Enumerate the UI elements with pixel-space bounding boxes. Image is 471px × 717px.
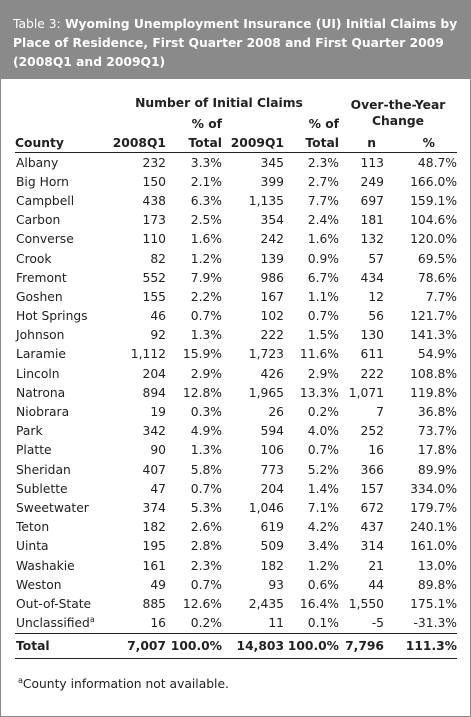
claims-2009q1-cell: 986	[260, 270, 284, 285]
header-total-2008: Total	[166, 131, 222, 153]
pct-total-2009-cell: 0.9%	[307, 251, 339, 266]
county-name: Out-of-State	[16, 596, 92, 611]
header-2009q1: 2009Q1	[222, 131, 284, 153]
county-name: Carbon	[16, 213, 61, 228]
pct-total-2009-cell: 0.2%	[307, 405, 339, 420]
county-name: Niobrara	[16, 405, 70, 420]
county-name: Big Horn	[16, 174, 69, 189]
table-row	[15, 287, 457, 306]
claims-2008q1-cell: 182	[142, 520, 166, 535]
pct-total-2008-cell: 2.2%	[190, 289, 222, 304]
county-name: Converse	[16, 232, 74, 247]
county-cell	[15, 498, 99, 517]
county-cell	[15, 556, 99, 575]
county-name: Albany	[16, 155, 59, 170]
claims-2008q1-cell: 195	[142, 539, 166, 554]
county-cell	[15, 441, 99, 460]
county-name: Teton	[16, 520, 50, 535]
claims-2008q1-cell: 110	[142, 232, 166, 247]
pct-total-2009-cell: 13.3%	[299, 385, 339, 400]
pct-total-2008-cell: 2.3%	[190, 558, 222, 573]
claims-2009q1-cell: 345	[260, 155, 284, 170]
county-cell	[15, 460, 99, 479]
change-pct-cell: 69.5%	[417, 251, 457, 266]
pct-total-2009-cell: 0.1%	[307, 616, 339, 631]
header-total-2009: Total	[284, 131, 339, 153]
table-row	[15, 537, 457, 556]
table-row	[15, 441, 457, 460]
pct-total-2008-cell: 0.3%	[190, 405, 222, 420]
change-n-cell: 44	[368, 577, 384, 592]
county-name: Goshen	[16, 289, 63, 304]
table-row	[15, 153, 457, 173]
county-cell	[15, 614, 99, 634]
pct-total-2008-cell: 7.9%	[190, 270, 222, 285]
change-n-cell: 157	[360, 481, 384, 496]
change-pct-cell: 89.9%	[417, 462, 457, 477]
county-name: Hot Springs	[16, 309, 88, 324]
claims-2008q1-cell: 1,112	[130, 347, 166, 362]
county-cell	[15, 172, 99, 191]
claims-2008q1-cell: 46	[150, 309, 166, 324]
county-name: Sweetwater	[16, 500, 89, 515]
table-row	[15, 249, 457, 268]
claims-2009q1-cell: 102	[260, 309, 284, 324]
table-row	[15, 402, 457, 421]
table-row	[15, 556, 457, 575]
change-pct-cell: 120.0%	[410, 232, 457, 247]
pct-total-2008-cell: 4.9%	[190, 424, 222, 439]
county-cell	[15, 268, 99, 287]
table-row	[15, 614, 457, 634]
change-n-cell: 252	[360, 424, 384, 439]
pct-total-2009-cell: 7.7%	[307, 193, 339, 208]
table-row	[15, 326, 457, 345]
county-name: Weston	[16, 577, 62, 592]
change-n-cell: 611	[360, 347, 384, 362]
table-row	[15, 172, 457, 191]
table-body	[15, 153, 457, 659]
table-row	[15, 460, 457, 479]
pct-total-2009-cell: 1.4%	[307, 481, 339, 496]
table-row	[15, 230, 457, 249]
change-n-cell: 113	[360, 155, 384, 170]
pct-total-2008-cell: 12.6%	[182, 596, 222, 611]
county-name: Sheridan	[16, 462, 71, 477]
pct-total-2009-cell: 3.4%	[307, 539, 339, 554]
pct-total-2008-cell: 12.8%	[182, 385, 222, 400]
header-over-the-year-change	[339, 92, 457, 131]
change-pct-cell: 17.8%	[417, 443, 457, 458]
table-row	[15, 383, 457, 402]
claims-2008q1-cell: 155	[142, 289, 166, 304]
change-n-cell: -5	[371, 616, 384, 631]
county-name: Unclassified	[16, 616, 90, 631]
table-row	[15, 211, 457, 230]
change-pct-cell: 108.8%	[410, 366, 457, 381]
header-initial-claims: Number of Initial Claims	[135, 96, 303, 110]
claims-2009q1-cell: 167	[260, 289, 284, 304]
footnote-marker: a	[18, 675, 23, 685]
change-n-cell: 181	[360, 213, 384, 228]
pct-total-2009-cell: 4.2%	[307, 520, 339, 535]
table-row	[15, 364, 457, 383]
claims-2009q1-cell: 2,435	[248, 596, 284, 611]
table-title	[13, 15, 461, 72]
header-pct-change: %	[384, 131, 457, 153]
claims-2009q1-cell: 1,135	[248, 193, 284, 208]
change-n-cell: 437	[360, 520, 384, 535]
claims-2008q1-cell: 342	[142, 424, 166, 439]
claims-2009q1-cell: 222	[260, 328, 284, 343]
pct-total-2009-cell: 11.6%	[299, 347, 339, 362]
change-n-cell: 672	[360, 500, 384, 515]
claims-2008q1-cell: 204	[142, 366, 166, 381]
pct-total-2009-cell: 2.4%	[307, 213, 339, 228]
county-cell	[15, 518, 99, 537]
pct-total-2009-cell: 1.6%	[307, 232, 339, 247]
pct-total-2008-cell: 2.5%	[190, 213, 222, 228]
pct-total-2009-cell: 5.2%	[307, 462, 339, 477]
county-cell	[15, 383, 99, 402]
change-pct-cell: 48.7%	[417, 155, 457, 170]
claims-2008q1-cell: 161	[142, 558, 166, 573]
county-cell	[15, 633, 99, 658]
county-name: Total	[16, 638, 50, 653]
change-pct-cell: 36.8%	[417, 405, 457, 420]
total-row	[15, 633, 457, 658]
change-n-cell: 132	[360, 232, 384, 247]
pct-total-2009-cell: 6.7%	[307, 270, 339, 285]
pct-total-2008-cell: 1.2%	[190, 251, 222, 266]
pct-total-2008-cell: 15.9%	[182, 347, 222, 362]
pct-total-2008-cell: 0.7%	[190, 309, 222, 324]
county-name: Sublette	[16, 481, 68, 496]
title-bar	[1, 1, 470, 79]
table-row	[15, 307, 457, 326]
claims-2009q1-cell: 1,046	[248, 500, 284, 515]
claims-2008q1-cell: 885	[142, 596, 166, 611]
county-cell	[15, 249, 99, 268]
claims-2009q1-cell: 399	[260, 174, 284, 189]
claims-2009q1-cell: 182	[260, 558, 284, 573]
claims-2008q1-cell: 173	[142, 213, 166, 228]
pct-total-2008-cell: 2.8%	[190, 539, 222, 554]
pct-total-2008-cell: 1.3%	[190, 328, 222, 343]
county-cell	[15, 307, 99, 326]
pct-total-2009-cell: 1.1%	[307, 289, 339, 304]
claims-2008q1-cell: 90	[150, 443, 166, 458]
pct-total-2008-cell: 100.0%	[166, 633, 222, 658]
change-n-cell: 697	[360, 193, 384, 208]
county-cell	[15, 211, 99, 230]
county-cell	[15, 326, 99, 345]
county-cell	[15, 153, 99, 173]
claims-2008q1-cell: 92	[150, 328, 166, 343]
pct-total-2008-cell: 3.3%	[190, 155, 222, 170]
claims-2008q1-cell: 232	[142, 155, 166, 170]
header-county: County	[15, 131, 99, 153]
change-n-cell: 366	[360, 462, 384, 477]
county-name: Campbell	[16, 193, 75, 208]
pct-total-2009-cell: 2.3%	[307, 155, 339, 170]
claims-2008q1-cell: 150	[142, 174, 166, 189]
footnote-ref: a	[89, 615, 95, 624]
claims-2008q1-cell: 374	[142, 500, 166, 515]
change-n-cell: 130	[360, 328, 384, 343]
county-cell	[15, 422, 99, 441]
county-name: Platte	[16, 443, 52, 458]
county-name: Uinta	[16, 539, 49, 554]
claims-2009q1-cell: 619	[260, 520, 284, 535]
change-n-cell: 57	[368, 251, 384, 266]
change-pct-cell: 119.8%	[410, 385, 457, 400]
change-pct-cell: 78.6%	[417, 270, 457, 285]
table-row	[15, 498, 457, 517]
change-n-cell: 434	[360, 270, 384, 285]
table-row	[15, 345, 457, 364]
change-n-cell: 12	[368, 289, 384, 304]
pct-total-2008-cell: 5.8%	[190, 462, 222, 477]
change-n-cell: 314	[360, 539, 384, 554]
header-2008q1: 2008Q1	[99, 131, 166, 153]
claims-2009q1-cell: 106	[260, 443, 284, 458]
claims-2009q1-cell: 509	[260, 539, 284, 554]
footnote	[18, 677, 229, 691]
claims-2009q1-cell: 14,803	[222, 633, 284, 658]
claims-2008q1-cell: 438	[142, 193, 166, 208]
change-n-cell: 21	[368, 558, 384, 573]
table-row	[15, 479, 457, 498]
county-cell	[15, 594, 99, 613]
pct-total-2009-cell: 0.6%	[307, 577, 339, 592]
change-pct-cell: -31.3%	[413, 616, 457, 631]
change-pct-cell: 141.3%	[410, 328, 457, 343]
table-title-text: Wyoming Unemployment Insurance (UI) Initial Claims by Place of Residence, First Quarter 2008 and First Quarter 2009 (2008Q1 and 2009Q1)	[13, 17, 458, 69]
change-pct-cell: 111.3%	[384, 633, 457, 658]
change-pct-cell: 166.0%	[410, 174, 457, 189]
claims-2008q1-cell: 407	[142, 462, 166, 477]
claims-2008q1-cell: 19	[150, 405, 166, 420]
footnote-text: County information not available.	[22, 677, 229, 691]
pct-total-2009-cell: 0.7%	[307, 309, 339, 324]
county-cell	[15, 364, 99, 383]
table-row	[15, 422, 457, 441]
table-row	[15, 268, 457, 287]
county-name: Johnson	[16, 328, 65, 343]
pct-total-2009-cell: 4.0%	[307, 424, 339, 439]
county-cell	[15, 230, 99, 249]
claims-2008q1-cell: 47	[150, 481, 166, 496]
pct-total-2008-cell: 2.9%	[190, 366, 222, 381]
pct-total-2008-cell: 0.7%	[190, 481, 222, 496]
table-number: Table 3:	[13, 17, 61, 31]
change-n-cell: 56	[368, 309, 384, 324]
table-row	[15, 575, 457, 594]
change-n-cell: 222	[360, 366, 384, 381]
change-pct-cell: 159.1%	[410, 193, 457, 208]
county-cell	[15, 537, 99, 556]
pct-total-2009-cell: 2.9%	[307, 366, 339, 381]
table-row	[15, 191, 457, 210]
change-pct-cell: 175.1%	[410, 596, 457, 611]
header-change-line2: Change	[372, 113, 424, 128]
table-row	[15, 594, 457, 613]
pct-total-2009-cell: 16.4%	[299, 596, 339, 611]
claims-2008q1-cell: 552	[142, 270, 166, 285]
pct-total-2009-cell: 1.5%	[307, 328, 339, 343]
change-pct-cell: 89.8%	[417, 577, 457, 592]
county-cell	[15, 575, 99, 594]
header-n: n	[339, 131, 384, 153]
table-row	[15, 518, 457, 537]
claims-2008q1-cell: 82	[150, 251, 166, 266]
change-n-cell: 1,550	[348, 596, 384, 611]
claims-2008q1-cell: 49	[150, 577, 166, 592]
change-pct-cell: 54.9%	[417, 347, 457, 362]
change-pct-cell: 13.0%	[417, 558, 457, 573]
header-change-line1: Over-the-Year	[350, 97, 446, 112]
change-pct-cell: 7.7%	[425, 289, 457, 304]
claims-table	[15, 92, 457, 659]
pct-total-2009-cell: 2.7%	[307, 174, 339, 189]
claims-2009q1-cell: 204	[260, 481, 284, 496]
change-pct-cell: 179.7%	[410, 500, 457, 515]
pct-total-2008-cell: 0.7%	[190, 577, 222, 592]
change-n-cell: 249	[360, 174, 384, 189]
county-cell	[15, 287, 99, 306]
claims-2009q1-cell: 26	[268, 405, 284, 420]
change-pct-cell: 161.0%	[410, 539, 457, 554]
claims-2009q1-cell: 139	[260, 251, 284, 266]
pct-total-2008-cell: 5.3%	[190, 500, 222, 515]
change-pct-cell: 240.1%	[410, 520, 457, 535]
change-pct-cell: 73.7%	[417, 424, 457, 439]
claims-2009q1-cell: 11	[268, 616, 284, 631]
header-pct-of-2008: % of	[191, 117, 222, 131]
change-n-cell: 16	[368, 443, 384, 458]
pct-total-2008-cell: 1.6%	[190, 232, 222, 247]
county-name: Laramie	[16, 347, 66, 362]
claims-2008q1-cell: 16	[150, 616, 166, 631]
claims-2009q1-cell: 773	[260, 462, 284, 477]
county-name: Fremont	[16, 270, 67, 285]
county-name: Washakie	[16, 558, 75, 573]
pct-total-2008-cell: 2.1%	[190, 174, 222, 189]
claims-2008q1-cell: 894	[142, 385, 166, 400]
county-cell	[15, 402, 99, 421]
county-cell	[15, 479, 99, 498]
change-n-cell: 7,796	[339, 633, 384, 658]
claims-2009q1-cell: 93	[268, 577, 284, 592]
county-cell	[15, 191, 99, 210]
change-n-cell: 7	[376, 405, 384, 420]
pct-total-2008-cell: 1.3%	[190, 443, 222, 458]
pct-total-2009-cell: 100.0%	[284, 633, 339, 658]
pct-total-2008-cell: 0.2%	[190, 616, 222, 631]
claims-2009q1-cell: 1,723	[248, 347, 284, 362]
claims-2009q1-cell: 1,965	[248, 385, 284, 400]
header-pct-of-2009: % of	[308, 117, 339, 131]
county-cell	[15, 345, 99, 364]
county-name: Park	[16, 424, 43, 439]
county-name: Natrona	[16, 385, 66, 400]
county-name: Crook	[16, 251, 52, 266]
pct-total-2008-cell: 6.3%	[190, 193, 222, 208]
change-pct-cell: 334.0%	[410, 481, 457, 496]
county-name: Lincoln	[16, 366, 60, 381]
change-pct-cell: 104.6%	[410, 213, 457, 228]
change-n-cell: 1,071	[348, 385, 384, 400]
pct-total-2009-cell: 7.1%	[307, 500, 339, 515]
claims-2009q1-cell: 426	[260, 366, 284, 381]
pct-total-2008-cell: 2.6%	[190, 520, 222, 535]
pct-total-2009-cell: 1.2%	[307, 558, 339, 573]
claims-2008q1-cell: 7,007	[99, 633, 166, 658]
pct-total-2009-cell: 0.7%	[307, 443, 339, 458]
claims-2009q1-cell: 242	[260, 232, 284, 247]
claims-2009q1-cell: 594	[260, 424, 284, 439]
claims-2009q1-cell: 354	[260, 213, 284, 228]
change-pct-cell: 121.7%	[410, 309, 457, 324]
